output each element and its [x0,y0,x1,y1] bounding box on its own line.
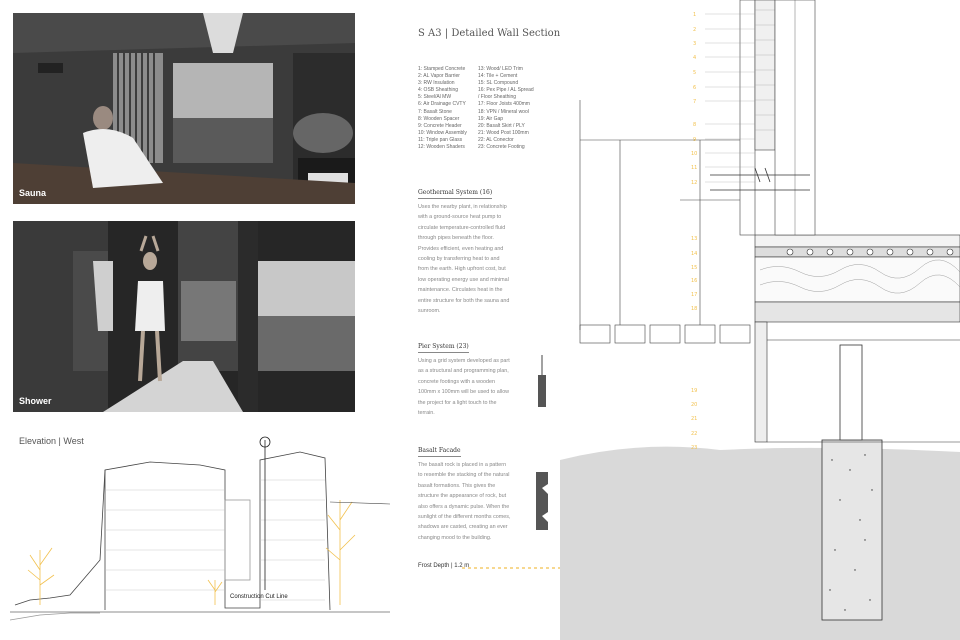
wall-section-drawing [560,0,960,640]
construction-cut-line-label: Construction Cut Line [230,594,288,600]
section-callout: 5 [693,70,697,76]
legend-item: 3: RW Insulation [418,80,455,87]
text-line: Provides efficient, even heating and [418,245,504,252]
text-line: from the earth. High upfront cost, but [418,266,506,273]
text-line: basalt formations. This gives the [418,482,496,489]
section-callout: 6 [693,85,697,91]
legend-item: 20: Basalt Skirt / PLY [478,122,525,129]
legend-right [478,66,534,151]
section-callout: 7 [693,99,697,105]
shower-photo-graphic [13,221,355,412]
section-callout: 11 [691,165,698,171]
sheet-title: S A3 | Detailed Wall Section [418,28,561,39]
legend-item: 23: Concrete Footing [478,144,525,151]
section-callout: 13 [691,236,698,242]
shower-photo [13,221,355,412]
legend-item: 15: SL Compound [478,80,519,87]
text-line: with a ground-source heat pump to [418,214,502,221]
legend-item: 16: Pex Pipe / AL Spread [478,87,534,94]
shower-label: Shower [19,396,52,406]
section-callout: 15 [691,265,698,271]
geothermal-text [418,202,530,316]
sauna-photo-graphic [13,13,355,204]
west-elevation-drawing [10,430,390,640]
legend-item: 19: Air Gap [478,115,504,122]
text-line: Using a grid system developed as part [418,358,510,364]
text-line: Uses the nearby plant, in relationship [418,204,507,210]
text-line: changing mood to the building. [418,534,492,541]
legend-item: / Floor Sheathing [478,94,517,101]
legend-item: 11: Triple pan Glass [418,136,463,143]
section-callout: 22 [691,431,698,437]
text-line: sunlight of the different months comes, [418,514,511,521]
legend-item: 10: Window Assembly [418,129,467,136]
pier-detail-icon [532,355,552,410]
text-line: maintenance. Circulates heat in the [418,287,503,294]
section-callout: 20 [691,402,698,408]
basalt-facade-text [418,460,530,543]
legend-item: 8: Wooden Spacer [418,115,460,122]
text-line: The basalt rock is placed in a pattern [418,462,507,468]
sauna-label: Sauna [19,188,47,198]
legend-item: 13: Wood/ LED Trim [478,66,523,72]
legend-item: 5: Steel/Al MW [418,94,452,101]
legend-item: 21: Wood Post 100mm [478,129,529,136]
text-line: 100mm x 100mm will be used to allow [418,389,510,396]
text-line: to resemble the stacking of the natural [418,472,510,479]
legend-item: 2: AL Vapor Barrier [418,73,460,80]
text-line: terrain. [418,410,435,417]
text-line: through pipes beneath the floor. [418,235,494,242]
basalt-detail-icon [532,472,552,532]
legend-left [418,66,467,151]
section-callout: 14 [691,251,698,257]
section-callout: 19 [691,388,698,394]
pier-system-title: Pier System (23) [418,343,469,353]
section-callout: 8 [693,122,697,128]
section-callout: 9 [693,137,697,143]
sauna-photo [13,13,355,204]
legend-item: 4: OSB Sheathing [418,87,459,94]
text-line: shadows are casted, creating an ever [418,524,508,531]
legend-item: 17: Floor Joists 400mm [478,101,530,108]
text-line: structure the appearance of rock, but [418,493,507,500]
section-callout: 4 [693,55,697,61]
section-callout: 3 [693,41,697,47]
legend-item: 7: Basalt Stone [418,108,452,115]
text-line: cooling by transferring heat to and [418,256,500,263]
pier-system-text [418,356,530,418]
basalt-facade-title: Basalt Facade [418,447,461,457]
legend-item: 9: Concrete Header [418,122,462,129]
elevation-title: Elevation | West [19,436,84,446]
frost-depth-label: Frost Depth | 1.2 m [418,563,470,569]
text-line: entire structure for both the sauna and [418,297,510,304]
section-callout: 21 [691,416,698,422]
text-line: sunroom. [418,308,441,315]
section-callout: 23 [691,445,698,451]
section-callout: 18 [691,306,698,312]
legend-item: 1: Stamped Concrete [418,66,466,72]
section-callout: 1 [693,12,697,18]
legend-item: 12: Wooden Shaders [418,144,465,151]
section-callout: 12 [691,180,698,186]
text-line: as a structural and programming plan, [418,368,509,375]
section-callout: 17 [691,292,698,298]
text-line: concrete footings with a wooden [418,378,496,385]
section-callout: 16 [691,278,698,284]
text-line: circulate temperature-controlled fluid [418,224,506,231]
section-callout: 2 [693,27,697,33]
legend-item: 18: VPN / Mineral wool [478,108,529,115]
legend-item: 6: Air Drainage CVTY [418,101,466,108]
text-line: low operating energy use and minimal [418,276,509,283]
geothermal-title: Geothermal System (16) [418,189,492,199]
section-callout: 10 [691,151,698,157]
legend-item: 14: Tile + Cement [478,73,518,80]
text-line: also offers a dynamic pulse. When the [418,503,510,510]
text-line: the project for a light touch to the [418,399,497,406]
legend-item: 22: AL Conector [478,136,514,143]
